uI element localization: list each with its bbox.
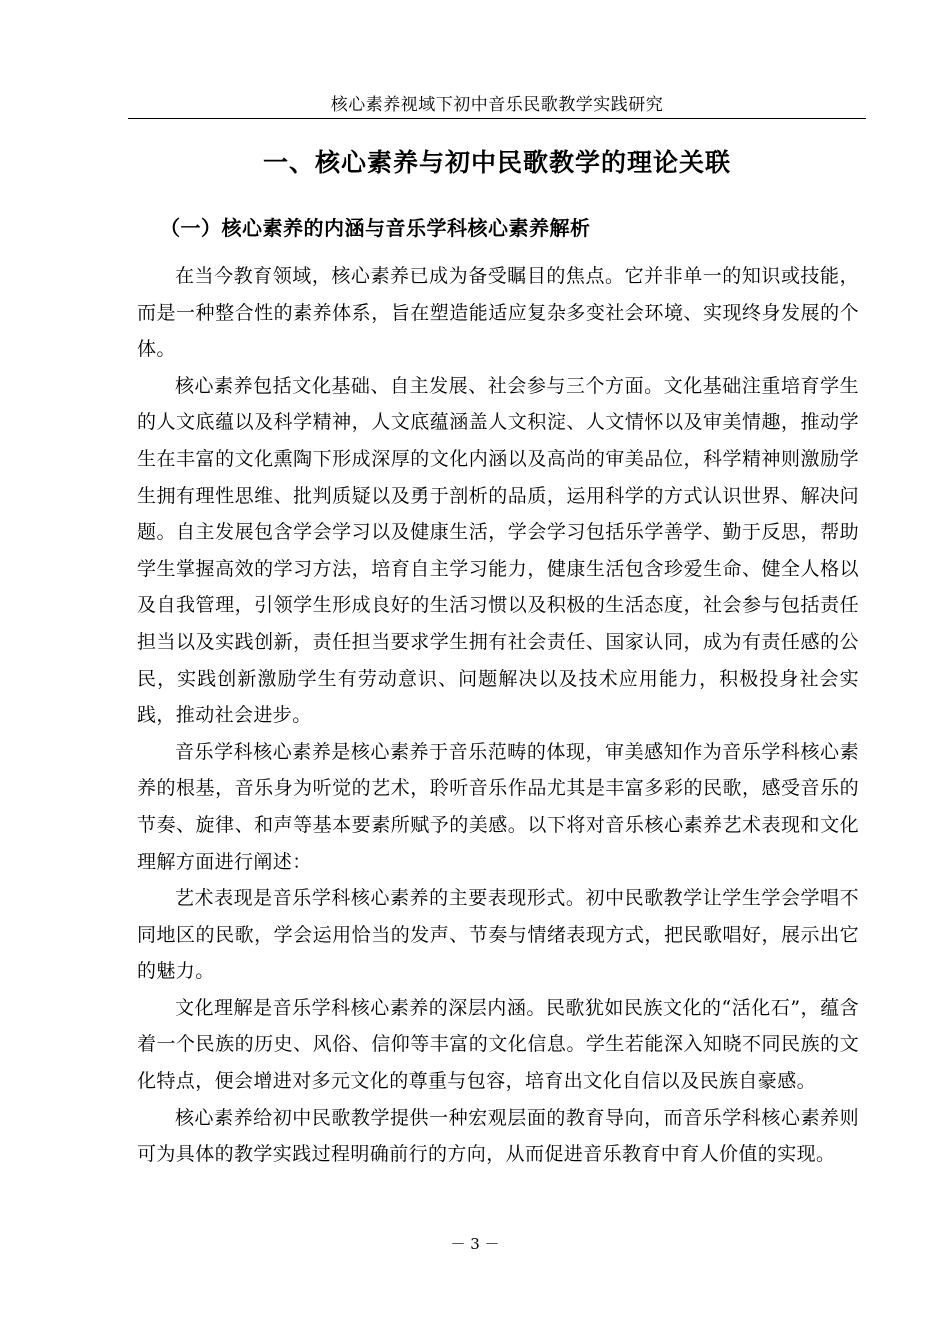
body-text — [137, 258, 859, 1173]
paragraph-conclusion: 核心素养给初中民歌教学提供一种宏观层面的教育导向，而音乐学科核心素养则可为具体的教学实践过程明确前行的方向，从而促进音乐教育中育人价值的实现。 — [137, 1106, 859, 1166]
header-divider — [128, 118, 866, 119]
paragraph-music-core-literacy: 音乐学科核心素养是核心素养于音乐范畴的体现，审美感知作为音乐学科核心素养的根基，音乐身为听觉的艺术，聆听音乐作品尤其是丰富多彩的民歌，感受音乐的节奏、旋律、和声等基本要素所赋予的美感。以下将对音乐核心素养艺术表现和文化理解方面进行阐述： — [137, 740, 859, 873]
paragraph-cultural-understanding: 文化理解是音乐学科核心素养的深层内涵。民歌犹如民族文化的“活化石”，蕴含着一个民族的历史、风俗、信仰等丰富的文化信息。学生若能深入知晓不同民族的文化特点，便会增进对多元文化的尊重与包容，培育出文化自信以及民族自豪感。 — [137, 996, 859, 1093]
page-number: － 3 － — [450, 1235, 500, 1253]
chapter-title: 一、核心素养与初中民歌教学的理论关联 — [262, 148, 731, 177]
paragraph-artistic-expression: 艺术表现是音乐学科核心素养的主要表现形式。初中民歌教学让学生学会学唱不同地区的民歌，学会运用恰当的发声、节奏与情绪表现方式，把民歌唱好，展示出它的魅力。 — [137, 887, 859, 983]
paragraph-core-literacy-aspects: 核心素养包括文化基础、自主发展、社会参与三个方面。文化基础注重培育学生的人文底蕴以及科学精神，人文底蕴涵盖人文积淀、人文情怀以及审美情趣，推动学生在丰富的文化熏陶下形成深厚的文化内涵以及高尚的审美品位，科学精神则激励学生拥有理性思维、批判质疑以及勇于剖析的品质，运用科学的方式认识世界、解决问题。自主发展包含学会学习以及健康生活，学会学习包括乐学善学、勤于反思，帮助学生掌握高效的学习方法，培育自主学习能力，健康生活包含珍爱生命、健全人格以及自我管理，引领学生形成良好的生活习惯以及积极的生活态度，社会参与包括责任担当以及实践创新，责任担当要求学生拥有社会责任、国家认同，成为有责任感的公民，实践创新激励学生有劳动意识、问题解决以及技术应用能力，积极投身社会实践，推动社会进步。 — [137, 374, 859, 727]
running-header: 核心素养视域下初中音乐民歌教学实践研究 — [330, 95, 664, 115]
paragraph-intro: 在当今教育领域，核心素养已成为备受瞩目的焦点。它并非单一的知识或技能，而是一种整合性的素养体系，旨在塑造能适应复杂多变社会环境、实现终身发展的个体。 — [137, 265, 859, 361]
section-title: （一）核心素养的内涵与音乐学科核心素养解析 — [160, 216, 591, 240]
